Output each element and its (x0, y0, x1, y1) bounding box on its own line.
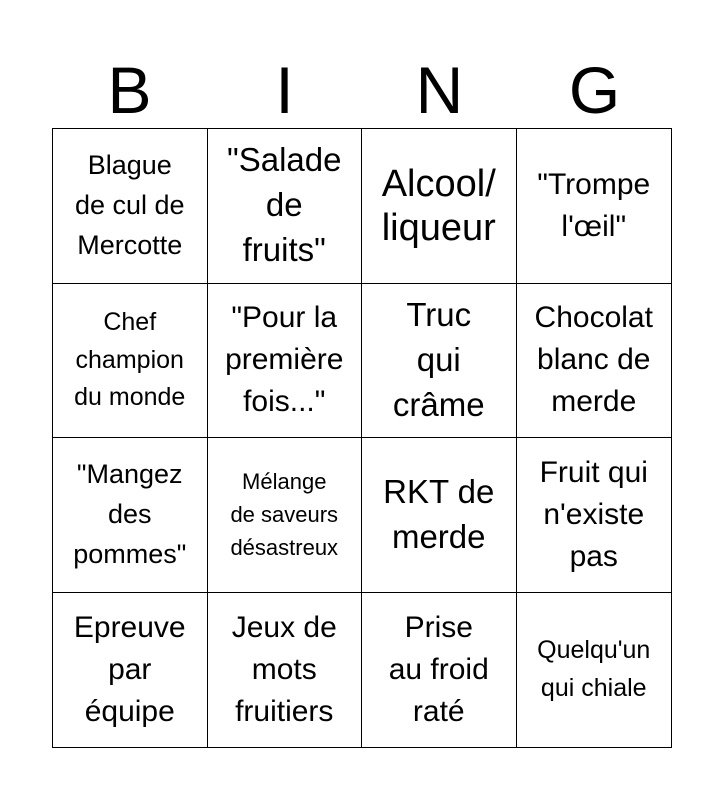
bingo-cell-r1c4[interactable] (517, 129, 672, 284)
bingo-cell-r4c2[interactable] (208, 593, 363, 748)
bingo-cell-r1c2[interactable] (208, 129, 363, 284)
bingo-cell-text: Mélange de saveurs désastreux (230, 468, 339, 561)
bingo-cell-text: Epreuve par équipe (73, 610, 186, 728)
title-letter-i: I (275, 53, 294, 127)
bingo-cell-text: Chocolat blanc de merde (534, 301, 653, 419)
title-letter-b: B (107, 53, 152, 127)
bingo-cell-text: Chef champion du monde (74, 308, 186, 411)
bingo-cell-text: "Salade de fruits" (227, 141, 342, 269)
title-letter-g: G (568, 53, 621, 127)
bingo-cell-text: "Pour la première fois..." (225, 301, 344, 419)
bingo-cell-r1c1[interactable] (53, 129, 208, 284)
bingo-cell-text: RKT de merde (383, 472, 495, 555)
bingo-cell-r3c3[interactable] (362, 438, 517, 593)
bingo-cell-r2c2[interactable] (208, 284, 363, 439)
bingo-cell-r4c4[interactable] (517, 593, 672, 748)
bingo-cell-r3c4[interactable] (517, 438, 672, 593)
bingo-cell-text: Truc qui crâme (392, 295, 485, 423)
bingo-cell-text: "Trompe l'œil" (537, 167, 651, 243)
bingo-cell-text: Fruit qui n'existe pas (539, 455, 648, 573)
bingo-cell-text: Jeux de mots fruitiers (231, 610, 337, 728)
bingo-cell-r3c1[interactable] (53, 438, 208, 593)
bingo-cell-r2c4[interactable] (517, 284, 672, 439)
bingo-cell-r1c3[interactable] (362, 129, 517, 284)
bingo-title (52, 52, 672, 128)
bingo-cell-text: Quelqu'un qui chiale (537, 636, 651, 702)
title-letter-n: N (415, 53, 464, 127)
bingo-cell-text: Alcool/ liqueur (381, 162, 496, 249)
bingo-cell-text: Blague de cul de Mercotte (74, 149, 185, 260)
bingo-cell-r4c1[interactable] (53, 593, 208, 748)
bingo-cell-r2c3[interactable] (362, 284, 517, 439)
bingo-cell-r4c3[interactable] (362, 593, 517, 748)
bingo-cell-text: Prise au froid raté (388, 610, 489, 728)
bingo-card-grid (52, 128, 672, 748)
bingo-cell-r2c1[interactable] (53, 284, 208, 439)
bingo-cell-text: "Mangez des pommes" (73, 458, 187, 569)
bingo-cell-r3c2[interactable] (208, 438, 363, 593)
